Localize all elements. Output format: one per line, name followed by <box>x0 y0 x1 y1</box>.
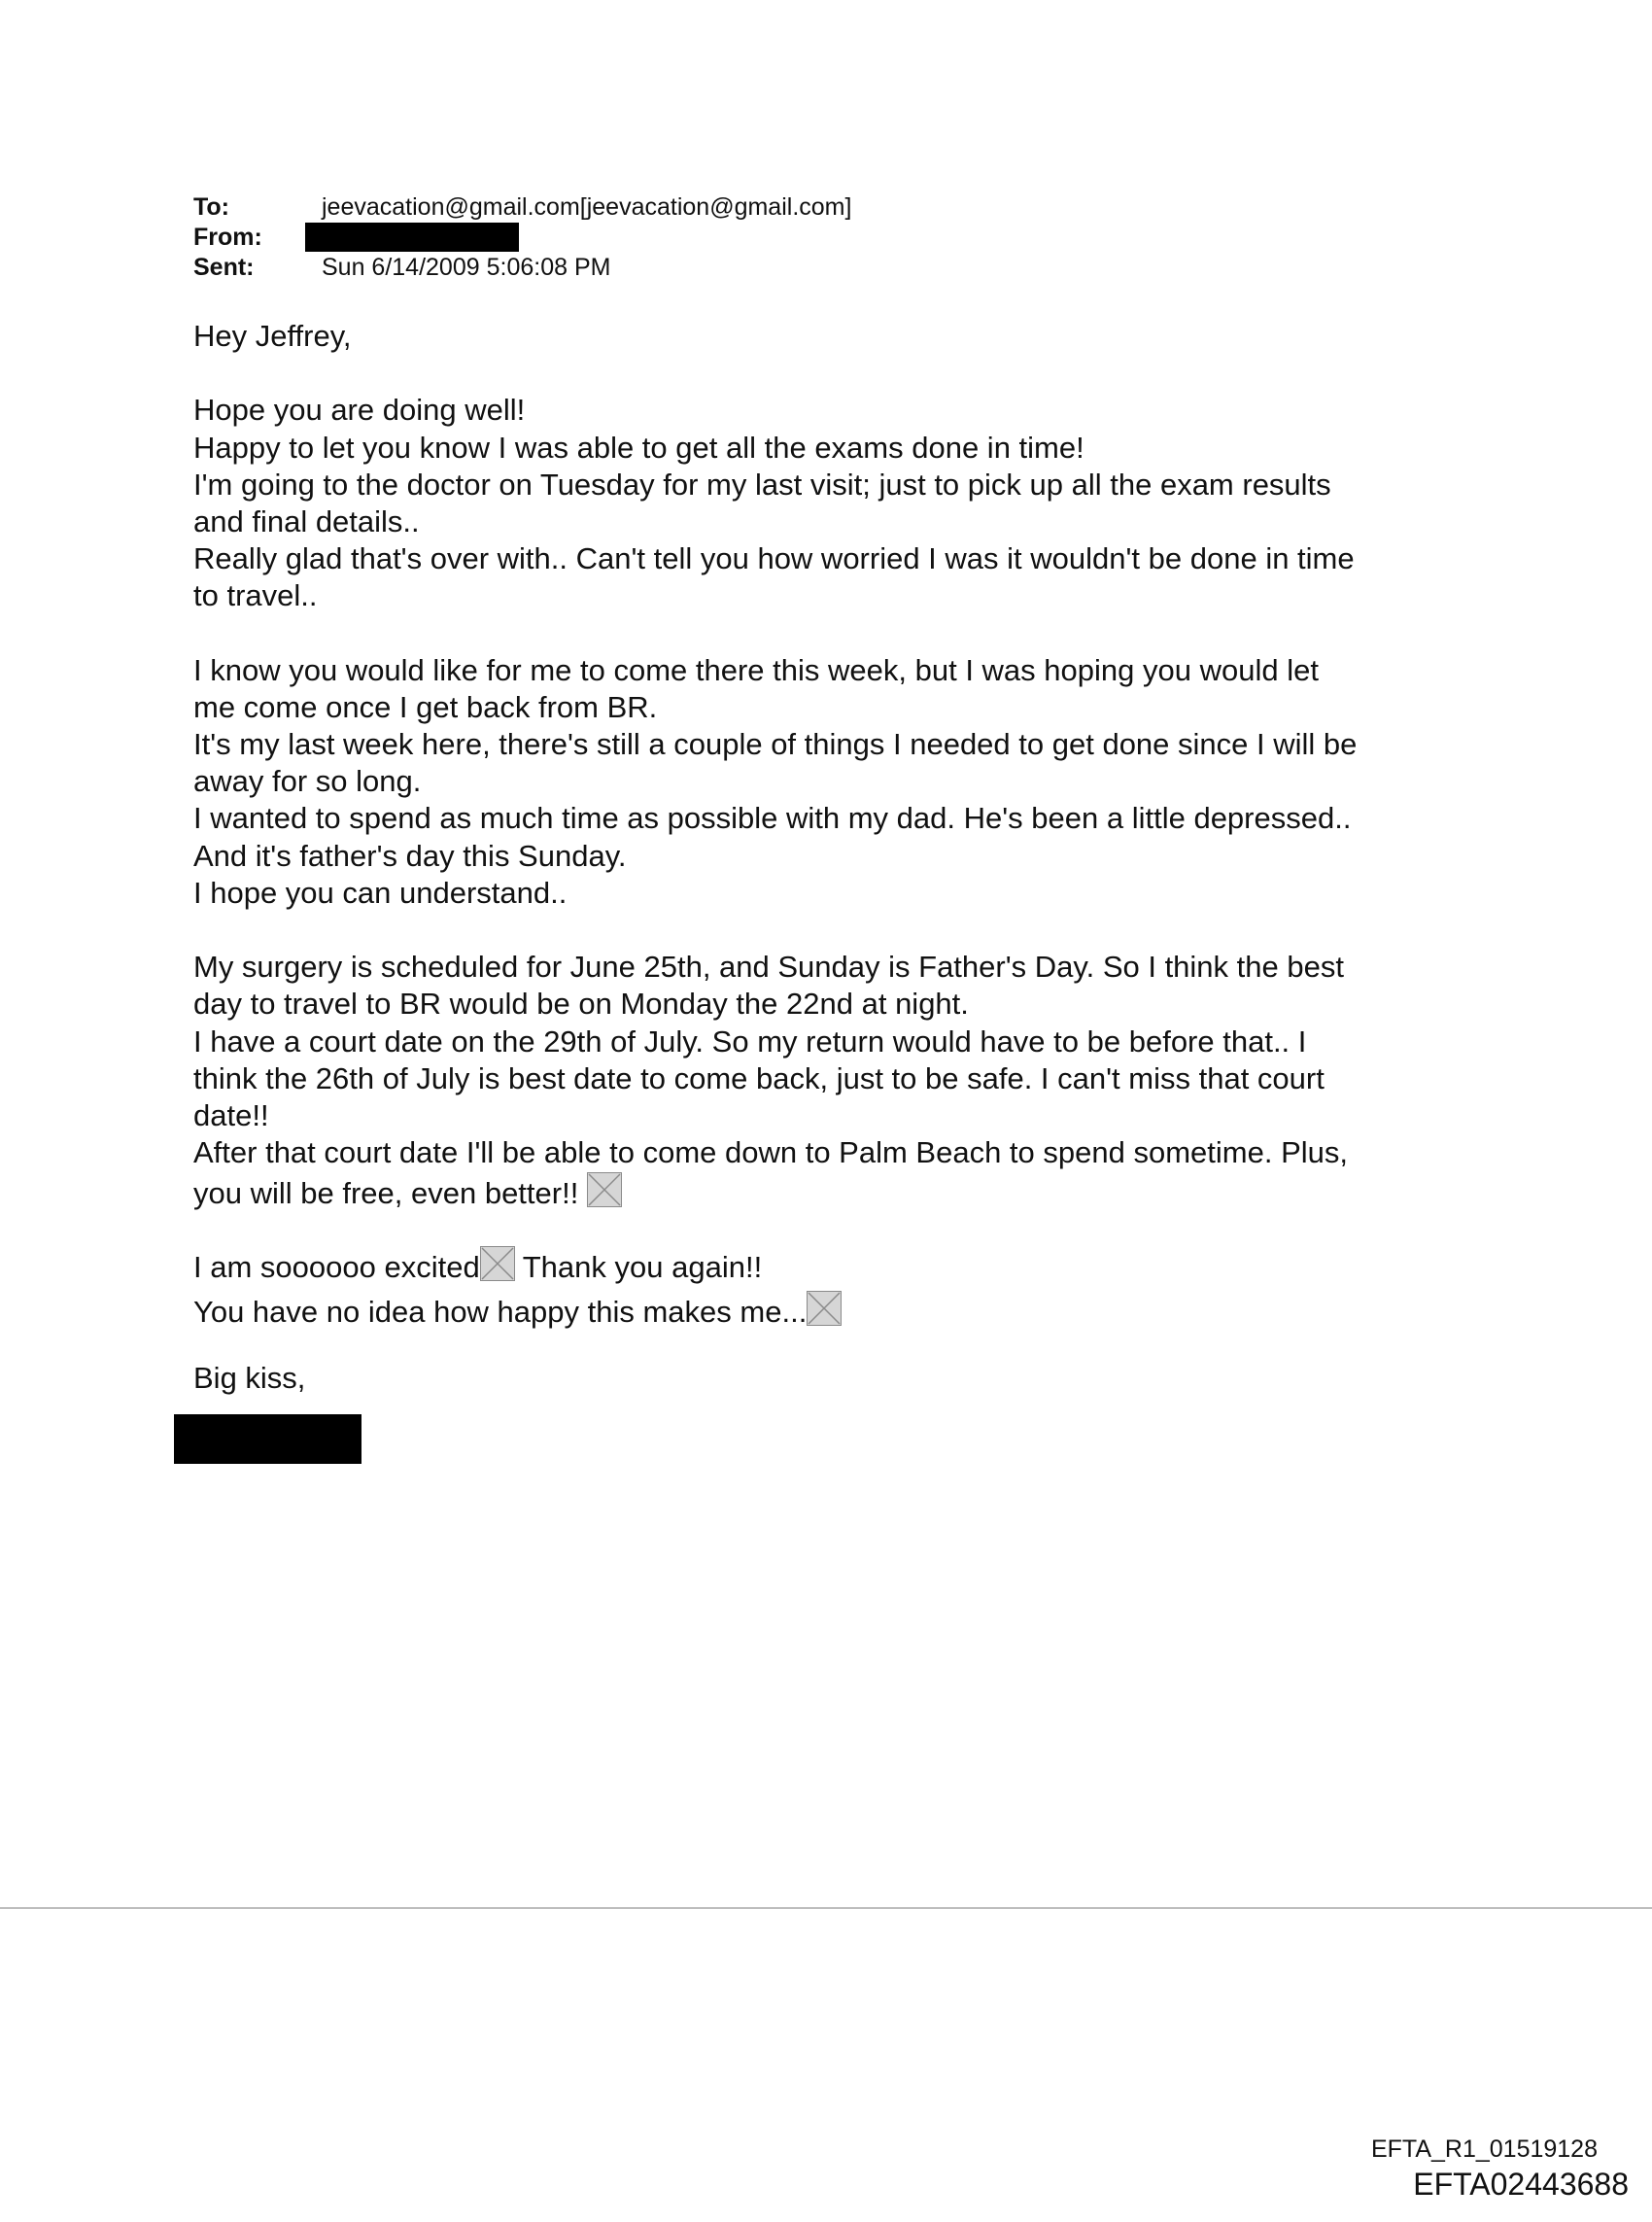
body-line: away for so long. <box>193 764 422 799</box>
body-text: you will be free, even better!! <box>193 1176 579 1211</box>
to-label: To: <box>193 193 230 221</box>
body-line: After that court date I'll be able to come down to Palm Beach to spend sometime. Plus, <box>193 1135 1348 1170</box>
from-label: From: <box>193 224 262 251</box>
body-line: Happy to let you know I was able to get all the exams done in time! <box>193 430 1084 465</box>
body-line: Hope you are doing well! <box>193 393 526 428</box>
from-row <box>193 223 1457 253</box>
to-row <box>193 192 1457 223</box>
body-line-with-image <box>193 1290 1476 1335</box>
redaction-bar-signature <box>174 1414 361 1464</box>
body-line: My surgery is scheduled for June 25th, and Sunday is Father's Day. So I think the best <box>193 950 1344 985</box>
body-line: day to travel to BR would be on Monday the 22nd at night. <box>193 987 969 1022</box>
body-line: It's my last week here, there's still a couple of things I needed to get done since I will be <box>193 727 1358 762</box>
footer-id-2: EFTA02443688 <box>1413 2167 1629 2202</box>
body-line: And it's father's day this Sunday. <box>193 838 627 873</box>
footer-id-1: EFTA_R1_01519128 <box>1370 2135 1598 2163</box>
body-line: me come once I get back from BR. <box>193 689 658 724</box>
body-line: I have a court date on the 29th of July. So my return would have to be before that.. I <box>193 1024 1307 1059</box>
closing: Big kiss, <box>193 1361 306 1396</box>
email-body <box>193 318 1476 1398</box>
body-line-with-image <box>193 1245 1476 1290</box>
body-text: You have no idea how happy this makes me... <box>193 1295 808 1330</box>
page-divider <box>0 1907 1652 1909</box>
body-line: I hope you can understand.. <box>193 875 568 910</box>
broken-image-icon <box>587 1172 622 1207</box>
broken-image-icon <box>807 1291 842 1326</box>
body-line: date!! <box>193 1097 269 1132</box>
email-header <box>193 192 1457 283</box>
broken-image-icon <box>480 1246 515 1281</box>
body-line: and final details.. <box>193 503 420 538</box>
greeting: Hey Jeffrey, <box>193 319 352 353</box>
body-line: Really glad that's over with.. Can't tell you how worried I was it wouldn't be done in time <box>193 541 1355 576</box>
sent-value: Sun 6/14/2009 5:06:08 PM <box>322 254 611 281</box>
sent-label: Sent: <box>193 254 255 281</box>
body-line: I'm going to the doctor on Tuesday for my last visit; just to pick up all the exam results <box>193 467 1331 502</box>
body-line: think the 26th of July is best date to come back, just to be safe. I can't miss that court <box>193 1060 1325 1095</box>
redaction-bar-from <box>305 223 519 252</box>
body-line: I wanted to spend as much time as possible with my dad. He's been a little depressed.. <box>193 801 1352 836</box>
to-value: jeevacation@gmail.com[jeevacation@gmail.com] <box>322 193 852 221</box>
sent-row <box>193 253 1457 283</box>
body-text: Thank you again!! <box>514 1250 763 1285</box>
body-line-with-image <box>193 1171 1476 1216</box>
body-line: to travel.. <box>193 578 318 613</box>
body-text: I am soooooo excited <box>193 1250 480 1285</box>
body-line: I know you would like for me to come there this week, but I was hoping you would let <box>193 652 1319 687</box>
